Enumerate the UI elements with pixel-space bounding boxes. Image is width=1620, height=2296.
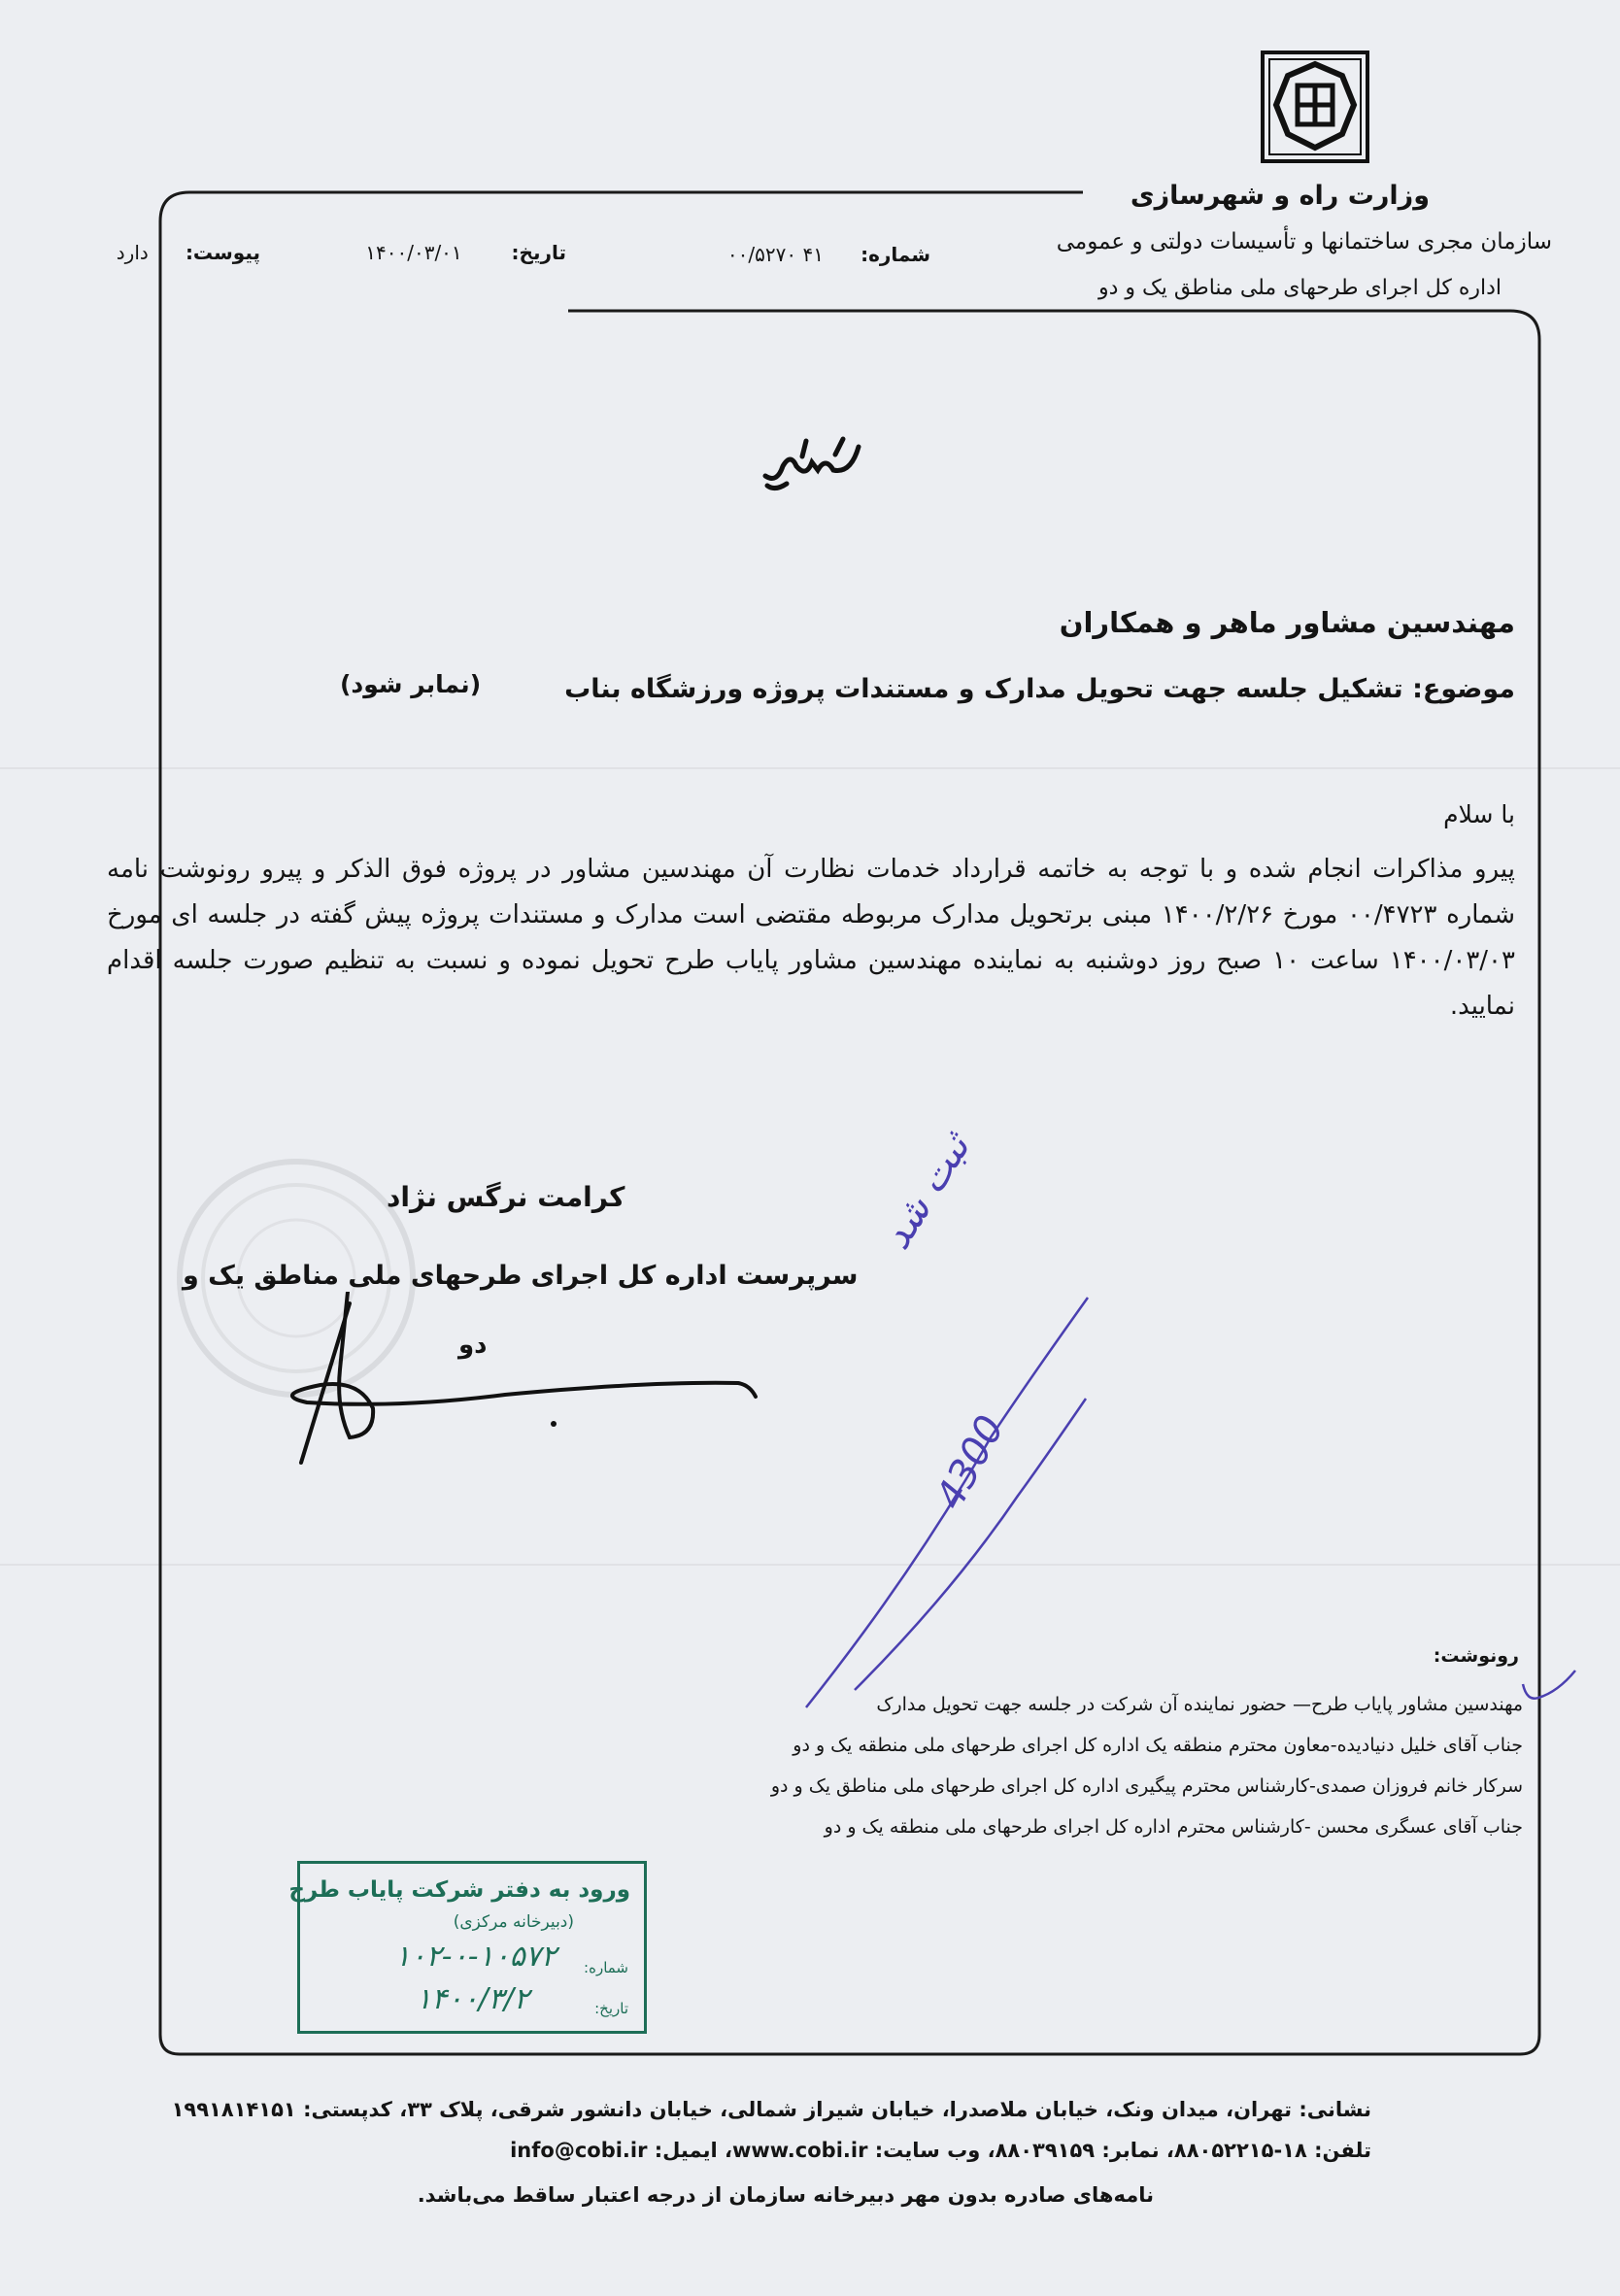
stamp-number-value: ۱۰۲-۰-۱۰۵۷۲ xyxy=(394,1940,557,1974)
letter-date xyxy=(365,241,566,264)
organization-name: سازمان مجری ساختمانها و تأسیسات دولتی و عمومی xyxy=(1056,229,1552,254)
letter-attachment xyxy=(117,241,260,264)
letter-greeting: با سلام xyxy=(1443,800,1515,828)
footer-contact: تلفن: ۱۸-۸۸۰۵۲۲۱۵، نمابر: ۸۸۰۳۹۱۵۹، وب سایت: www.cobi.ir، ایمیل: info@cobi.ir xyxy=(510,2139,1371,2162)
cc-item: مهندسین مشاور پایاب طرح— حضور نماینده آن شرکت در جلسه جهت تحویل مدارک xyxy=(876,1694,1523,1715)
stamp-date-value: ۱۴۰۰/۳/۲ xyxy=(416,1982,529,2016)
letter-number-value: ۴۱ ۰۰/۵۲۷۰ xyxy=(726,243,824,266)
signer-title-continued: دو xyxy=(458,1331,488,1360)
stamp-subtitle: (دبیرخانه مرکزی) xyxy=(453,1912,574,1932)
cc-item: سرکار خانم فروزان صمدی-کارشناس محترم پیگیری اداره کل اجرای طرحهای ملی مناطق یک و دو xyxy=(770,1775,1523,1797)
receipt-stamp xyxy=(288,1861,647,2034)
handwritten-check-icon xyxy=(1519,1667,1577,1705)
ministry-name: وزارت راه و شهرسازی xyxy=(1130,181,1430,211)
stamp-date-label: تاریخ: xyxy=(594,2000,628,2017)
letter-body: پیرو مذاکرات انجام شده و با توجه به خاتمه قرارداد خدمات نظارت آن مهندسین مشاور در پروژه فوق الذکر و پیرو رونوشت نامه شماره ۰۰/۴۷۲۳ مورخ ۱۴۰۰/۲/۲۶ مبنی برتحویل مدارک مربوطه مقتضی است مدارک و مستندات پروژه پیش گفته در جلسه ای مورخ ۱۴۰۰/۰۳/۰۳ ساعت ۱۰ صبح روز دوشنبه به نماینده مهندسین مشاور پایاب طرح تحویل نموده و نسبت به تنظیم صورت جلسه اقدام نمایید. xyxy=(107,855,1515,1021)
signer-title: سرپرست اداره کل اجرای طرحهای ملی مناطق یک و xyxy=(183,1261,859,1291)
cc-title: رونوشت: xyxy=(1433,1645,1519,1667)
signer-name: کرامت نرگس نژاد xyxy=(387,1181,625,1213)
cc-item: جناب آقای خلیل دنیادیده-معاون محترم منطقه یک اداره کل اجرای طرحهای ملی منطقه یک و دو xyxy=(793,1735,1523,1756)
letter-number xyxy=(727,243,930,266)
letter-attachment-value: دارد xyxy=(116,241,149,264)
fax-note: (نمابر شود) xyxy=(340,670,482,698)
letter-attachment-label: پیوست: xyxy=(185,241,260,264)
stamp-title: ورود به دفتر شرکت پایاب طرح xyxy=(288,1877,630,1903)
handwritten-signature xyxy=(282,1292,767,1476)
cc-list xyxy=(552,1684,1523,1847)
footer-address: نشانی: تهران، میدان ونک، خیابان ملاصدرا، خیابان شیراز شمالی، خیابان دانشور شرقی، پلاک ۳۳، کدپستی: ۱۹۹۱۸۱۴۱۵۱ xyxy=(171,2098,1371,2121)
footer-disclaimer: نامه‌های صادره بدون مهر دبیرخانه سازمان از درجه اعتبار ساقط می‌باشد. xyxy=(417,2183,1154,2207)
handwritten-registration-number: 4300 xyxy=(928,1408,1014,1517)
letter-recipient: مهندسین مشاور ماهر و همکاران xyxy=(1059,606,1515,639)
cc-item: جناب آقای عسگری محسن -کارشناس محترم اداره کل اجرای طرحهای ملی منطقه یک و دو xyxy=(824,1816,1523,1838)
letter-date-label: تاریخ: xyxy=(511,241,566,264)
department-name: اداره کل اجرای طرحهای ملی مناطق یک و دو xyxy=(1098,276,1502,300)
letter-number-label: شماره: xyxy=(861,243,930,266)
letter-date-value: ۱۴۰۰/۰۳/۰۱ xyxy=(365,241,462,264)
handwritten-registered-word: ثبت شد xyxy=(874,1126,979,1258)
bismillah-calligraphy xyxy=(758,427,864,495)
ministry-logo-icon xyxy=(1261,51,1369,163)
stamp-number-label: شماره: xyxy=(584,1959,628,1976)
letter-subject: موضوع: تشکیل جلسه جهت تحویل مدارک و مستندات پروژه ورزشگاه بناب xyxy=(564,674,1515,704)
